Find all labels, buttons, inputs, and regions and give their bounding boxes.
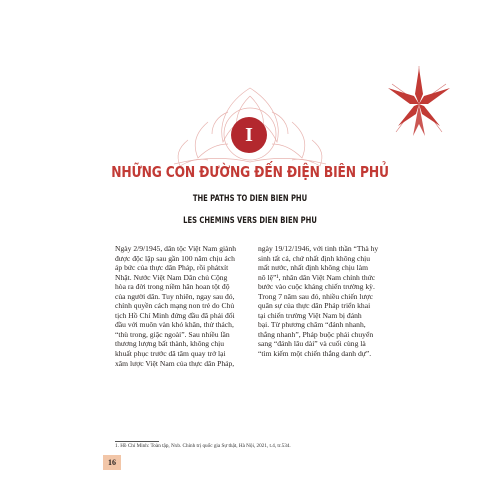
body-line: nô lệ”¹, nhân dân Việt Nam chính thức [258,272,376,282]
body-line: áp bức của thực dân Pháp, rồi phátxít [115,263,229,273]
body-line: tịch Hồ Chí Minh đứng đầu đã phải đối [115,310,235,320]
subtitle-english: THE PATHS TO DIEN BIEN PHU [192,194,308,204]
body-line: được độc lập sau gần 100 năm chịu ách [115,253,235,263]
body-line: quân sự của thực dân Pháp triển khai [258,301,371,311]
footnote-divider [115,441,159,442]
body-line: Nhật. Nước Việt Nam Dân chủ Cộng [115,272,228,282]
subtitle-french: LES CHEMINS VERS DIEN BIEN PHU [183,216,317,226]
body-line: Trong 7 năm sau đó, nhiều chiến lược [258,291,373,301]
body-line: hòa ra đời trong niềm hân hoan tột độ [115,282,230,292]
body-line: thắng nhanh”, Pháp buộc phải chuyển [258,329,374,339]
body-line: mất nước, nhất định không chịu làm [258,263,368,273]
body-line: bại. Từ phương châm “đánh nhanh, [258,320,366,330]
body-line: khuất phục trước dã tâm quay trở lại [115,349,226,359]
body-line: sinh tất cả, chứ nhất định không chịu [258,253,371,263]
body-line: chính quyền cách mạng non trẻ do Chủ [115,301,235,311]
chapter-number-badge [231,117,267,153]
body-line: bước vào cuộc kháng chiến trường kỳ. [258,282,375,292]
body-line: “thù trong, giặc ngoài”. Sau nhiều lần [115,329,230,339]
body-line: tại chiến trường Việt Nam bị đánh [258,310,362,320]
body-line: xâm lược Việt Nam của thực dân Pháp, [115,358,235,368]
chapter-numeral: I [245,123,253,146]
body-line: của người dân. Tuy nhiên, ngay sau đó, [115,291,235,301]
body-line: thương lượng bất thành, không chịu [115,339,225,349]
body-line: sang “đánh lâu dài” và cuối cùng là [258,339,366,349]
footnote: 1. Hồ Chí Minh: Toàn tập, Nxb. Chính trị quốc gia Sự thật, Hà Nội, 2021, t.4, tr.534. [115,443,291,449]
body-column-right [258,244,408,359]
body-line: ngày 19/12/1946, với tinh thần “Thà hy [258,244,379,253]
body-line: đầu với muôn vàn khó khăn, thử thách, [115,320,234,330]
body-column-left [115,244,259,368]
body-line: “tìm kiếm một chiến thắng danh dự”. [258,349,372,359]
page-number: 16 [108,458,116,467]
red-star-emblem-icon [384,64,454,140]
chapter-title: NHỮNG CON ĐƯỜNG ĐẾN ĐIỆN BIÊN PHỦ [111,163,389,181]
body-line: Ngày 2/9/1945, dân tộc Việt Nam giành [115,244,237,253]
